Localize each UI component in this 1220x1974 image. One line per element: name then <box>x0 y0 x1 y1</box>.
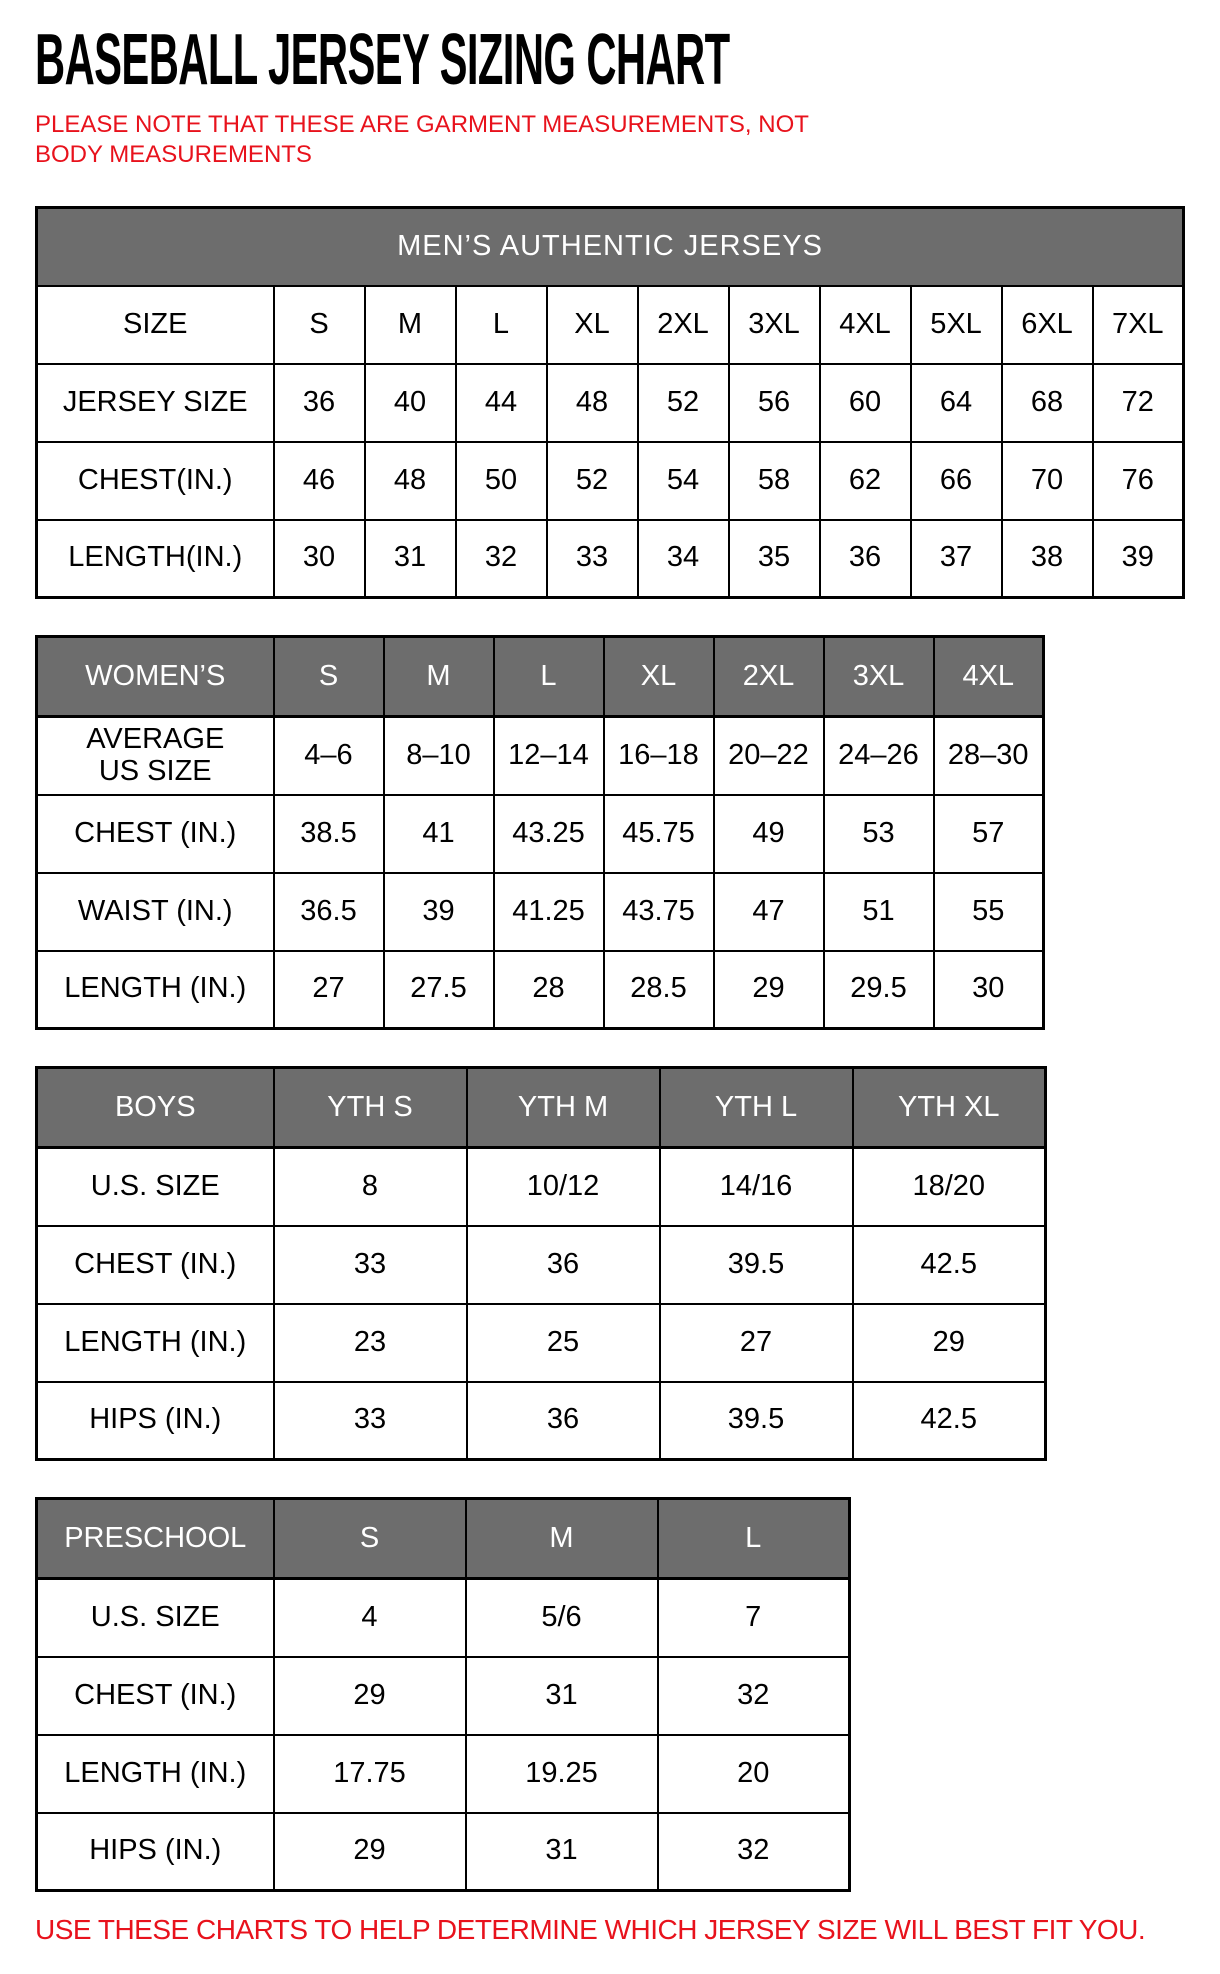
cell: 14/16 <box>660 1148 853 1226</box>
cell: 31 <box>365 520 456 598</box>
cell: 36 <box>467 1382 660 1460</box>
cell: L <box>456 286 547 364</box>
cell: 60 <box>820 364 911 442</box>
cell: 10/12 <box>467 1148 660 1226</box>
cell: 5XL <box>911 286 1002 364</box>
cell: 33 <box>547 520 638 598</box>
cell: 31 <box>466 1657 658 1735</box>
preschool-header-row <box>37 1499 850 1579</box>
cell: 4 <box>274 1579 466 1657</box>
cell: 29 <box>853 1304 1046 1382</box>
table-row <box>37 364 1184 442</box>
cell: 56 <box>729 364 820 442</box>
cell: 40 <box>365 364 456 442</box>
cell: 35 <box>729 520 820 598</box>
cell: 16–18 <box>604 717 714 795</box>
cell: 52 <box>547 442 638 520</box>
size-header-cell: 2XL <box>714 637 824 717</box>
cell: 28–30 <box>934 717 1044 795</box>
row-label: LENGTH (IN.) <box>37 951 274 1029</box>
row-label <box>37 717 274 795</box>
row-label: CHEST (IN.) <box>37 795 274 873</box>
cell: 48 <box>365 442 456 520</box>
cell: 20 <box>658 1735 850 1813</box>
cell: 29 <box>274 1657 466 1735</box>
cell: 51 <box>824 873 934 951</box>
cell: 39.5 <box>660 1382 853 1460</box>
cell: 43.25 <box>494 795 604 873</box>
row-label-text: AVERAGE US SIZE <box>86 722 225 787</box>
cell: 7XL <box>1093 286 1184 364</box>
boys-table <box>35 1066 1047 1461</box>
size-header-cell: M <box>384 637 494 717</box>
cell: 57 <box>934 795 1044 873</box>
cell: 68 <box>1002 364 1093 442</box>
cell: 70 <box>1002 442 1093 520</box>
row-label: WAIST (IN.) <box>37 873 274 951</box>
row-label: U.S. SIZE <box>37 1579 274 1657</box>
row-label: HIPS (IN.) <box>37 1382 274 1460</box>
row-label: U.S. SIZE <box>37 1148 274 1226</box>
cell: 23 <box>274 1304 467 1382</box>
size-header-cell: 4XL <box>934 637 1044 717</box>
cell: 34 <box>638 520 729 598</box>
cell: 36.5 <box>274 873 384 951</box>
size-header-cell: YTH L <box>660 1068 853 1148</box>
cell: 8 <box>274 1148 467 1226</box>
table-row <box>37 1735 850 1813</box>
cell: 72 <box>1093 364 1184 442</box>
cell: 30 <box>274 520 365 598</box>
cell: 44 <box>456 364 547 442</box>
garment-measurements-note: PLEASE NOTE THAT THESE ARE GARMENT MEASUREMENTS, NOT BODY MEASUREMENTS <box>35 111 809 168</box>
cell: 8–10 <box>384 717 494 795</box>
cell: 25 <box>467 1304 660 1382</box>
cell: 32 <box>456 520 547 598</box>
row-label: SIZE <box>37 286 274 364</box>
cell: 42.5 <box>853 1226 1046 1304</box>
cell: 19.25 <box>466 1735 658 1813</box>
cell: 36 <box>274 364 365 442</box>
table-row <box>37 873 1044 951</box>
cell: 37 <box>911 520 1002 598</box>
table-row <box>37 795 1044 873</box>
cell: 58 <box>729 442 820 520</box>
cell: 46 <box>274 442 365 520</box>
preschool-table <box>35 1497 851 1892</box>
womens-table <box>35 635 1045 1030</box>
cell: 4–6 <box>274 717 384 795</box>
table-header-label: BOYS <box>37 1068 274 1148</box>
cell: 54 <box>638 442 729 520</box>
size-header-cell: S <box>274 637 384 717</box>
table-row <box>37 951 1044 1029</box>
cell: 53 <box>824 795 934 873</box>
cell: 52 <box>638 364 729 442</box>
cell: 50 <box>456 442 547 520</box>
cell: 29 <box>714 951 824 1029</box>
row-label: CHEST (IN.) <box>37 1226 274 1304</box>
cell: 30 <box>934 951 1044 1029</box>
cell: 55 <box>934 873 1044 951</box>
size-header-cell: L <box>658 1499 850 1579</box>
cell: 38 <box>1002 520 1093 598</box>
cell: 38.5 <box>274 795 384 873</box>
cell: 41.25 <box>494 873 604 951</box>
size-header-cell: YTH XL <box>853 1068 1046 1148</box>
row-label: HIPS (IN.) <box>37 1813 274 1891</box>
cell: 3XL <box>729 286 820 364</box>
cell: 18/20 <box>853 1148 1046 1226</box>
cell: 24–26 <box>824 717 934 795</box>
cell: 62 <box>820 442 911 520</box>
cell: 43.75 <box>604 873 714 951</box>
cell: 39 <box>1093 520 1184 598</box>
cell: 36 <box>467 1226 660 1304</box>
row-label: CHEST(IN.) <box>37 442 274 520</box>
cell: 29 <box>274 1813 466 1891</box>
cell: 2XL <box>638 286 729 364</box>
row-label: JERSEY SIZE <box>37 364 274 442</box>
womens-header-row <box>37 637 1044 717</box>
table-row <box>37 1813 850 1891</box>
cell: 32 <box>658 1813 850 1891</box>
cell: 12–14 <box>494 717 604 795</box>
cell: XL <box>547 286 638 364</box>
cell: 66 <box>911 442 1002 520</box>
cell: 29.5 <box>824 951 934 1029</box>
cell: 45.75 <box>604 795 714 873</box>
cell: 17.75 <box>274 1735 466 1813</box>
cell: 20–22 <box>714 717 824 795</box>
cell: 5/6 <box>466 1579 658 1657</box>
cell: 39 <box>384 873 494 951</box>
row-label: LENGTH (IN.) <box>37 1304 274 1382</box>
cell: 41 <box>384 795 494 873</box>
table-header-label: WOMEN’S <box>37 637 274 717</box>
table-row <box>37 1657 850 1735</box>
cell: 48 <box>547 364 638 442</box>
size-header-cell: YTH S <box>274 1068 467 1148</box>
table-row <box>37 717 1044 795</box>
table-row <box>37 286 1184 364</box>
cell: 32 <box>658 1657 850 1735</box>
cell: 49 <box>714 795 824 873</box>
cell: 27.5 <box>384 951 494 1029</box>
table-row <box>37 442 1184 520</box>
size-header-cell: XL <box>604 637 714 717</box>
cell: 4XL <box>820 286 911 364</box>
size-header-cell: 3XL <box>824 637 934 717</box>
size-header-cell: S <box>274 1499 466 1579</box>
mens-caption-row <box>37 208 1184 286</box>
cell: 27 <box>660 1304 853 1382</box>
table-row <box>37 1304 1046 1382</box>
cell: 36 <box>820 520 911 598</box>
cell: 7 <box>658 1579 850 1657</box>
size-header-cell: L <box>494 637 604 717</box>
table-row <box>37 1579 850 1657</box>
cell: S <box>274 286 365 364</box>
cell: 28.5 <box>604 951 714 1029</box>
table-row <box>37 1382 1046 1460</box>
cell: 33 <box>274 1382 467 1460</box>
cell: M <box>365 286 456 364</box>
table-header-label: PRESCHOOL <box>37 1499 274 1579</box>
cell: 64 <box>911 364 1002 442</box>
row-label: LENGTH (IN.) <box>37 1735 274 1813</box>
cell: 6XL <box>1002 286 1093 364</box>
table-row <box>37 520 1184 598</box>
row-label: CHEST (IN.) <box>37 1657 274 1735</box>
boys-header-row <box>37 1068 1046 1148</box>
cell: 28 <box>494 951 604 1029</box>
cell: 31 <box>466 1813 658 1891</box>
cell: 27 <box>274 951 384 1029</box>
table-row <box>37 1226 1046 1304</box>
cell: 42.5 <box>853 1382 1046 1460</box>
mens-table <box>35 206 1185 599</box>
page-title: BASEBALL JERSEY SIZING CHART <box>35 20 730 100</box>
cell: 47 <box>714 873 824 951</box>
footer-note: USE THESE CHARTS TO HELP DETERMINE WHICH JERSEY SIZE WILL BEST FIT YOU. <box>35 1914 1146 1945</box>
cell: 33 <box>274 1226 467 1304</box>
cell: 76 <box>1093 442 1184 520</box>
table-row <box>37 1148 1046 1226</box>
size-header-cell: M <box>466 1499 658 1579</box>
row-label: LENGTH(IN.) <box>37 520 274 598</box>
mens-table-caption: MEN’S AUTHENTIC JERSEYS <box>37 208 1184 286</box>
cell: 39.5 <box>660 1226 853 1304</box>
size-header-cell: YTH M <box>467 1068 660 1148</box>
